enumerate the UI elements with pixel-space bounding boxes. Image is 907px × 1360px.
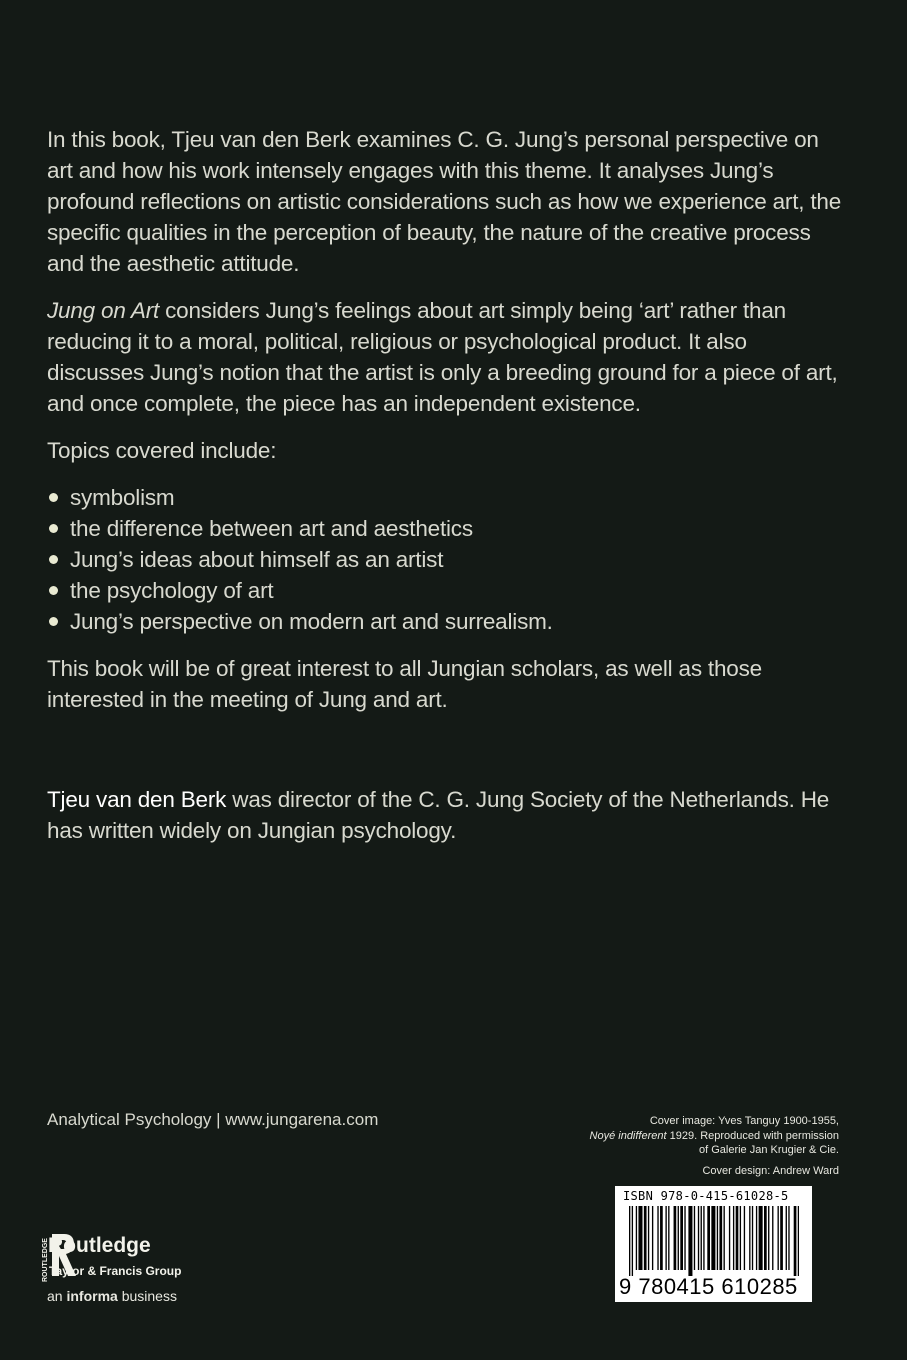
barcode-bar: [778, 1206, 779, 1270]
barcode-bar: [772, 1206, 773, 1270]
list-item: the difference between art and aesthetics: [47, 513, 847, 544]
barcode-bar: [680, 1206, 683, 1270]
cover-credits: [579, 1114, 839, 1178]
barcode-bar: [644, 1206, 647, 1270]
barcode-bar: [652, 1206, 653, 1270]
barcode-bar: [660, 1206, 663, 1270]
barcode-bar: [648, 1206, 649, 1270]
artwork-title: Noyé indifferent: [589, 1129, 667, 1142]
barcode-bar: [703, 1206, 704, 1270]
publisher-group: Taylor & Francis Group: [49, 1264, 182, 1278]
author-name: Tjeu van den Berk: [47, 787, 227, 812]
list-item: Jung’s ideas about himself as an artist: [47, 544, 847, 575]
barcode-bar: [736, 1206, 739, 1270]
barcode-bar: [724, 1206, 725, 1270]
closing-paragraph: This book will be of great interest to all Jungian scholars, as well as those interested in the meeting of Jung and art.: [47, 656, 762, 712]
isbn-barcode: [615, 1186, 812, 1302]
barcode-digits: 9 780415 610285: [619, 1274, 798, 1299]
barcode-bar: [764, 1206, 767, 1270]
barcode-bar: [636, 1206, 637, 1270]
barcode-bar: [749, 1206, 750, 1270]
barcode-bar: [744, 1206, 745, 1270]
bullet-icon: [49, 493, 58, 502]
description-paragraph-2: [47, 295, 847, 419]
list-item: the psychology of art: [47, 575, 847, 606]
author-bio-text: was director of the C. G. Jung Society of the Netherlands. He has written widely on Jungian psychology.: [47, 787, 830, 843]
cover-image-credit: Cover image: Yves Tanguy 1900-1955, Noyé indifferent 1929. Reproduced with permission of Galerie Jan Krugier & Cie.: [589, 1115, 839, 1156]
barcode-bar: [668, 1206, 669, 1270]
barcode-bar: [638, 1206, 642, 1270]
barcode-bar: [698, 1206, 699, 1270]
isbn-label: ISBN 978-0-415-61028-5: [623, 1189, 789, 1203]
logo-vertical-text: ROUTLEDGE: [42, 1238, 49, 1282]
barcode-bar: [678, 1206, 679, 1270]
barcode-bars: [629, 1206, 799, 1276]
description-paragraph-1: In this book, Tjeu van den Berk examines C. G. Jung’s personal perspective on art and how his work intensely engages with this theme. It analyses Jung’s profound reflections on artistic considerations such as how we experience art, the specific qualities in the perception of beauty, the nature of the creative process and the aesthetic attitude.: [47, 127, 842, 276]
publisher-name: Routledge: [48, 1234, 151, 1257]
list-item: Jung’s perspective on modern art and surrealism.: [47, 606, 847, 637]
barcode-bar: [733, 1206, 734, 1270]
barcode-bar: [665, 1206, 666, 1270]
barcode-bar: [684, 1206, 685, 1270]
barcode-bar: [717, 1206, 718, 1270]
topics-list: [47, 482, 847, 637]
bullet-icon: [49, 617, 58, 626]
barcode-bar: [688, 1206, 692, 1276]
barcode-bar: [740, 1206, 741, 1270]
description-paragraph-2-text: considers Jung’s feelings about art simply being ‘art’ rather than reducing it to a moral, political, religious or psychological product. It also discusses Jung’s notion that the artist is only a breeding ground for a piece of art, and once complete, the piece has an independent existence.: [47, 298, 838, 416]
barcode-bar: [756, 1206, 757, 1270]
barcode-bar: [711, 1206, 715, 1270]
barcode-bar: [788, 1206, 789, 1270]
topics-intro: Topics covered include:: [47, 438, 277, 463]
barcode-bar: [674, 1206, 677, 1270]
barcode-bar: [729, 1206, 730, 1270]
barcode-bar: [786, 1206, 787, 1270]
barcode-bar: [694, 1206, 695, 1270]
barcode-bar: [780, 1206, 783, 1270]
barcode-bar: [632, 1206, 633, 1276]
barcode-bar: [752, 1206, 753, 1270]
cover-design-credit: Cover design: Andrew Ward: [702, 1164, 839, 1177]
barcode-bar: [719, 1206, 722, 1270]
barcode-bar: [657, 1206, 658, 1270]
bullet-icon: [49, 555, 58, 564]
bullet-icon: [49, 586, 58, 595]
barcode-bar: [629, 1206, 630, 1276]
author-bio: [47, 784, 867, 846]
barcode-bar: [707, 1206, 710, 1270]
informa-tagline: an informa business: [47, 1288, 177, 1304]
back-cover-description: [47, 124, 847, 731]
barcode-bar: [798, 1206, 799, 1276]
list-item: symbolism: [47, 482, 847, 513]
barcode-bar: [759, 1206, 763, 1270]
book-title: Jung on Art: [47, 298, 160, 323]
barcode-bar: [768, 1206, 769, 1270]
series-info: Analytical Psychology | www.jungarena.com: [47, 1110, 379, 1129]
barcode-bar: [701, 1206, 702, 1270]
barcode-bar: [794, 1206, 797, 1276]
bullet-icon: [49, 524, 58, 533]
